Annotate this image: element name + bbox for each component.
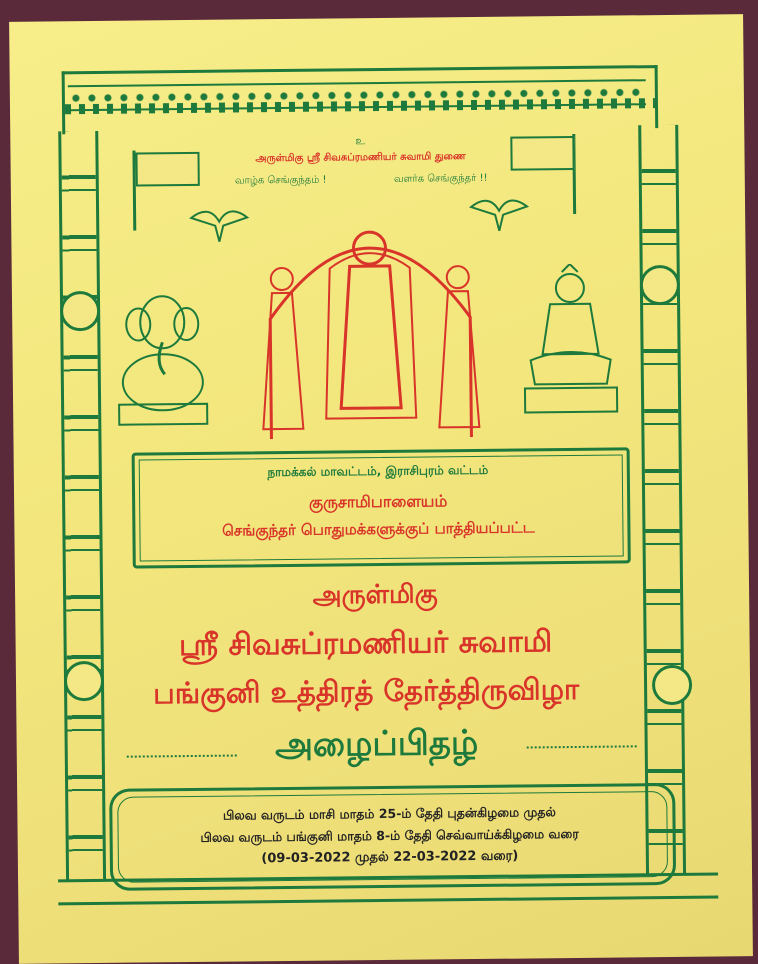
- greeting-left: வாழ்க செங்குந்தம் !: [234, 174, 327, 187]
- title-prefix: அருள்மிகு: [312, 579, 438, 611]
- decorative-line-right: [527, 745, 637, 748]
- garuda-bird-icon: [189, 203, 249, 244]
- flag-right-icon: [510, 136, 574, 171]
- date-line-end: பிலவ வருடம் பங்குனி மாதம் 8-ம் தேதி செவ்வாய்க்கிழமை வரை: [200, 825, 579, 845]
- date-line-start: பிலவ வருடம் மாசி மாதம் 25-ம் தேதி புதன்கிழமை முதல்: [222, 804, 556, 823]
- right-pillar: [638, 125, 686, 875]
- goddess-icon: [510, 263, 632, 424]
- pillar-kalasam-icon: [640, 265, 680, 305]
- greeting-right: வளர்க செங்குந்தர் !!: [393, 172, 488, 185]
- village-name: குருசாமிபாளையம்: [308, 491, 448, 512]
- district-line: நாமக்கல் மாவட்டம், இராசிபுரம் வட்டம்: [267, 462, 489, 480]
- pillar-kalasam-icon: [652, 665, 692, 705]
- community-line: செங்குந்தர் பொதுமக்களுக்குப் பாத்தியப்பட்ட: [222, 518, 535, 540]
- date-range: (09-03-2022 முதல் 22-03-2022 வரை): [261, 848, 519, 867]
- pillar-kalasam-icon: [60, 291, 100, 331]
- ganesha-icon: [102, 282, 224, 433]
- murugan-with-consorts-icon: [249, 207, 491, 440]
- festival-title: பங்குனி உத்திரத் தேர்த்திருவிழா: [152, 671, 580, 711]
- invitation-title: அழைப்பிதழ்: [274, 722, 479, 766]
- om-symbol: உ: [355, 134, 366, 148]
- deity-title: ஸ்ரீ சிவசுப்ரமணியர் சுவாமி: [178, 624, 553, 664]
- blessing-line: அருள்மிகு ஸ்ரீ சிவசுப்ரமணியர் சுவாமி துணை: [255, 151, 466, 165]
- flag-left-icon: [135, 152, 199, 187]
- left-pillar: [58, 131, 106, 881]
- invitation-card: [9, 14, 753, 964]
